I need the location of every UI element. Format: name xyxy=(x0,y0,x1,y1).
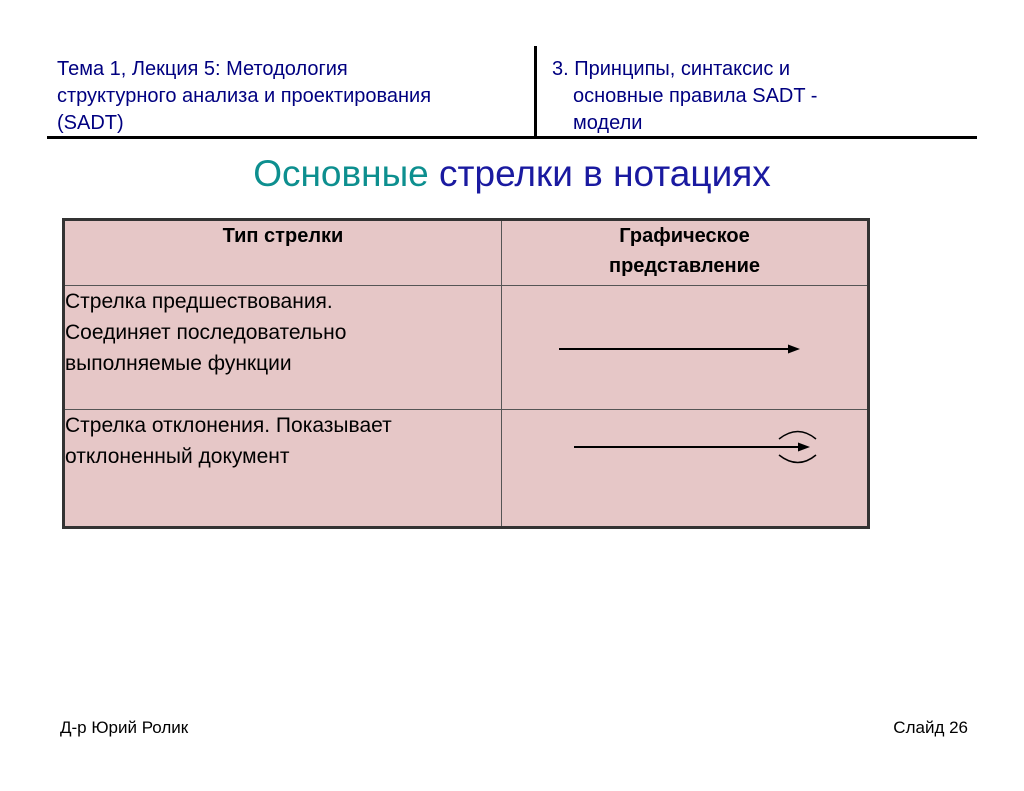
header-rule xyxy=(47,136,977,139)
section-title xyxy=(552,56,952,137)
lecture-topic-line: Тема 1, Лекция 5: Методология xyxy=(57,58,348,80)
slide-title-rest: стрелки в нотациях xyxy=(439,153,771,194)
slide-number: Слайд 26 xyxy=(893,718,968,737)
straight-arrow-icon xyxy=(502,286,862,410)
description-line: Стрелка предшествования. xyxy=(65,290,333,313)
row-description xyxy=(64,410,502,528)
row-graphic xyxy=(502,410,869,528)
rejection-arrow-icon xyxy=(502,410,862,520)
lecture-topic-line: структурного анализа и проектирования xyxy=(57,85,432,107)
author-name: Д-р Юрий Ролик xyxy=(60,718,189,737)
section-title-line: модели xyxy=(573,112,643,134)
header-graphic-line: представление xyxy=(609,255,760,277)
arrow-types-table xyxy=(62,218,870,529)
description-line: Стрелка отклонения. Показывает xyxy=(65,414,392,437)
header-graphic-line: Графическое xyxy=(619,225,750,247)
description-line: Соединяет последовательно xyxy=(65,321,347,344)
table-row xyxy=(64,410,869,528)
row-graphic xyxy=(502,286,869,410)
section-title-line: 3. Принципы, синтаксис и xyxy=(552,58,791,80)
table-header-row xyxy=(64,220,869,286)
slide-title-first-word: Основные xyxy=(253,153,429,194)
header-divider xyxy=(534,46,537,136)
header-graphic-representation xyxy=(502,220,869,286)
description-line: выполняемые функции xyxy=(65,352,292,375)
header-arrow-type: Тип стрелки xyxy=(64,220,502,286)
row-description xyxy=(64,286,502,410)
section-title-line: основные правила SADT - xyxy=(573,85,818,107)
lecture-topic-line: (SADT) xyxy=(57,112,124,134)
description-line: отклоненный документ xyxy=(65,445,290,468)
table-row xyxy=(64,286,869,410)
lecture-topic xyxy=(57,56,517,137)
slide-title xyxy=(0,150,1024,198)
